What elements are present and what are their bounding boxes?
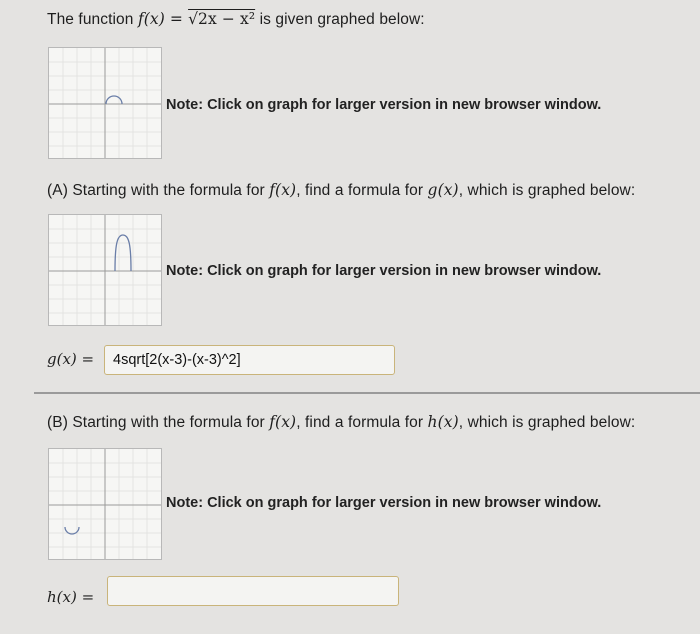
- graph-g[interactable]: [48, 214, 162, 326]
- part-b-prefix: (B) Starting with the formula for: [47, 414, 265, 431]
- note-graph-g: Note: Click on graph for larger version in new browser window.: [166, 263, 602, 279]
- graph-f[interactable]: [48, 47, 162, 159]
- part-b-suffix: , which is graphed below:: [458, 414, 636, 431]
- note-graph-h: Note: Click on graph for larger version in new browser window.: [166, 495, 602, 511]
- graph-h[interactable]: [48, 448, 162, 560]
- part-b-h: h(x): [427, 413, 459, 431]
- function-lhs: f(x) =: [137, 10, 189, 28]
- part-a-g: g(x): [427, 181, 459, 199]
- part-b-prompt: [47, 413, 700, 432]
- g-answer-input[interactable]: 4sqrt[2(x-3)-(x-3)^2]: [104, 345, 395, 375]
- part-b-f: f(x): [269, 413, 297, 431]
- part-b-middle: , find a formula for: [296, 414, 424, 431]
- part-a-middle: , find a formula for: [296, 182, 424, 199]
- intro-suffix: is given graphed below:: [259, 11, 425, 28]
- part-a-f: f(x): [269, 181, 297, 199]
- function-rhs: √2x − x²: [188, 10, 256, 28]
- intro-line: [47, 10, 700, 29]
- part-a-suffix: , which is graphed below:: [458, 182, 636, 199]
- part-a-prompt: [47, 181, 700, 200]
- intro-prefix: The function: [47, 11, 134, 28]
- h-answer-label: h(x) =: [47, 588, 95, 606]
- part-a-prefix: (A) Starting with the formula for: [47, 182, 265, 199]
- note-graph-f: Note: Click on graph for larger version in new browser window.: [166, 97, 602, 113]
- section-divider: [34, 392, 700, 394]
- g-answer-label: g(x) =: [47, 350, 95, 368]
- h-answer-input[interactable]: [107, 576, 399, 606]
